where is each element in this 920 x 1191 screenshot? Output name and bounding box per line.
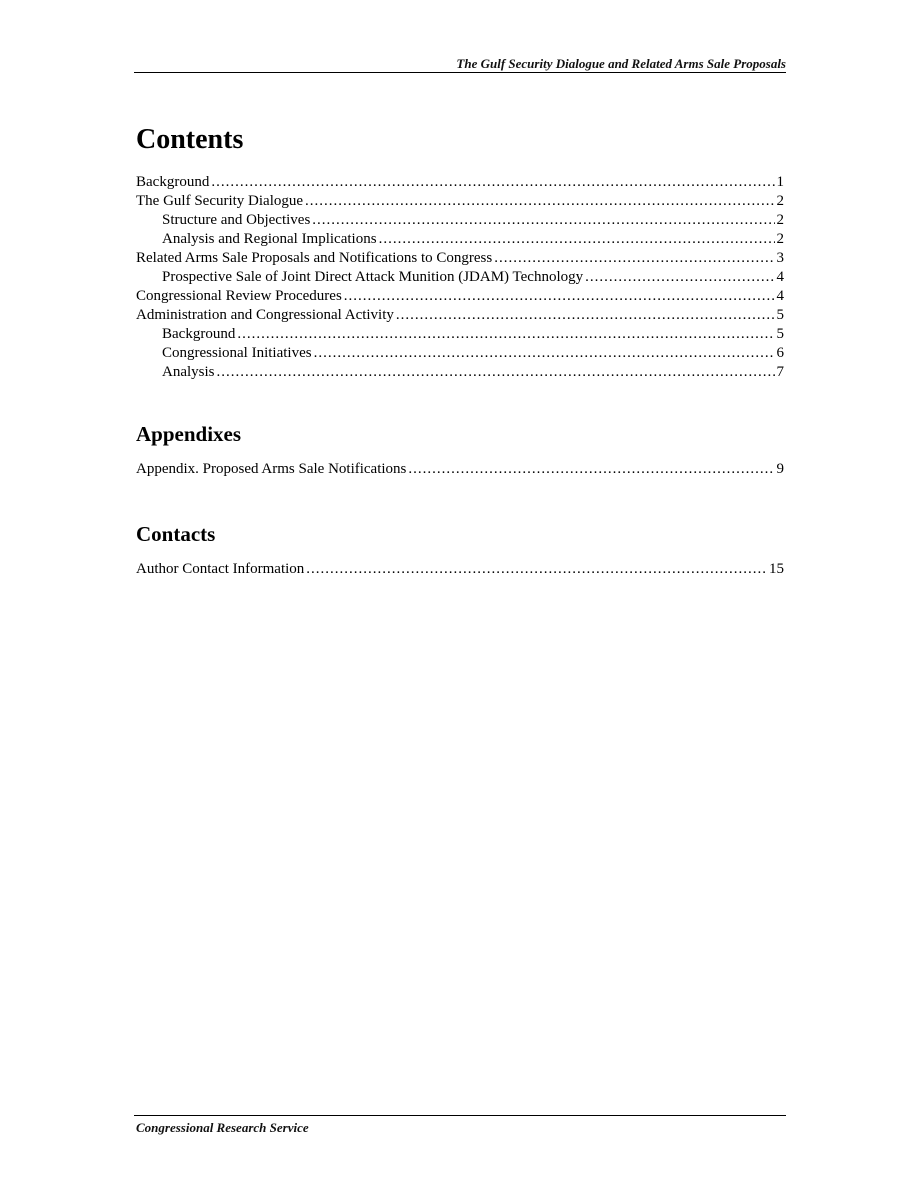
toc-entry-background-sub[interactable]: [162, 325, 784, 344]
toc-entry-page: 1: [776, 174, 784, 190]
dot-leader: [585, 268, 774, 287]
toc-entry-page: 2: [776, 212, 784, 228]
toc-entry-title: Analysis: [162, 364, 215, 380]
dot-leader: [396, 306, 775, 325]
contacts-toc-list: [0, 560, 920, 579]
dot-leader: [306, 560, 767, 579]
toc-entry-page: 4: [776, 288, 784, 304]
toc-entry-page: 15: [769, 561, 784, 577]
toc-entry-page: 2: [776, 193, 784, 209]
running-footer: Congressional Research Service: [136, 1120, 309, 1135]
dot-leader: [217, 363, 775, 382]
dot-leader: [314, 344, 775, 363]
toc-entry-title: Related Arms Sale Proposals and Notifications to Congress: [136, 250, 493, 266]
toc-entry-congressional-review-procedures[interactable]: [136, 287, 784, 306]
footer-rule: [134, 1115, 786, 1116]
toc-entry-page: 5: [776, 326, 784, 342]
contents-toc-list: [0, 173, 920, 382]
toc-entry-author-contact-information[interactable]: [136, 560, 784, 579]
toc-entry-page: 2: [776, 231, 784, 247]
toc-entry-title: Prospective Sale of Joint Direct Attack Munition (JDAM) Technology: [162, 269, 584, 285]
dot-leader: [237, 325, 774, 344]
toc-entry-title: Background: [136, 174, 210, 190]
toc-entry-title: Structure and Objectives: [162, 212, 311, 228]
toc-entry-structure-objectives[interactable]: [162, 211, 784, 230]
dot-leader: [344, 287, 775, 306]
toc-entry-appendix-arms-sale-notifications[interactable]: [136, 460, 784, 479]
toc-entry-title: Appendix. Proposed Arms Sale Notifications: [136, 461, 407, 477]
toc-entry-title: Background: [162, 326, 236, 342]
toc-entry-page: 5: [776, 307, 784, 323]
toc-entry-title: Analysis and Regional Implications: [162, 231, 377, 247]
toc-entry-title: Congressional Review Procedures: [136, 288, 342, 304]
dot-leader: [494, 249, 774, 268]
toc-entry-administration-congressional-activity[interactable]: [136, 306, 784, 325]
toc-entry-title: The Gulf Security Dialogue: [136, 193, 304, 209]
running-header: The Gulf Security Dialogue and Related Arms Sale Proposals: [456, 56, 786, 71]
dot-leader: [312, 211, 774, 230]
contents-heading: Contents: [136, 124, 244, 155]
contacts-heading: Contacts: [136, 522, 216, 546]
toc-entry-page: 4: [776, 269, 784, 285]
dot-leader: [379, 230, 775, 249]
toc-entry-background[interactable]: [136, 173, 784, 192]
dot-leader: [211, 173, 774, 192]
toc-entry-gulf-security-dialogue[interactable]: [136, 192, 784, 211]
toc-entry-title: Administration and Congressional Activity: [136, 307, 394, 323]
toc-entry-page: 6: [776, 345, 784, 361]
toc-entry-related-arms-sale-proposals[interactable]: [136, 249, 784, 268]
toc-entry-analysis[interactable]: [162, 363, 784, 382]
header-rule: [134, 72, 786, 73]
dot-leader: [305, 192, 774, 211]
toc-entry-jdam-technology[interactable]: [162, 268, 784, 287]
toc-entry-congressional-initiatives[interactable]: [162, 344, 784, 363]
appendixes-heading: Appendixes: [136, 422, 242, 446]
appendixes-toc-list: [0, 460, 920, 479]
toc-entry-page: 3: [776, 250, 784, 266]
dot-leader: [408, 460, 774, 479]
toc-entry-title: Congressional Initiatives: [162, 345, 312, 361]
toc-entry-page: 9: [776, 461, 784, 477]
toc-entry-title: Author Contact Information: [136, 561, 305, 577]
toc-entry-page: 7: [776, 364, 784, 380]
toc-entry-analysis-regional-implications[interactable]: [162, 230, 784, 249]
